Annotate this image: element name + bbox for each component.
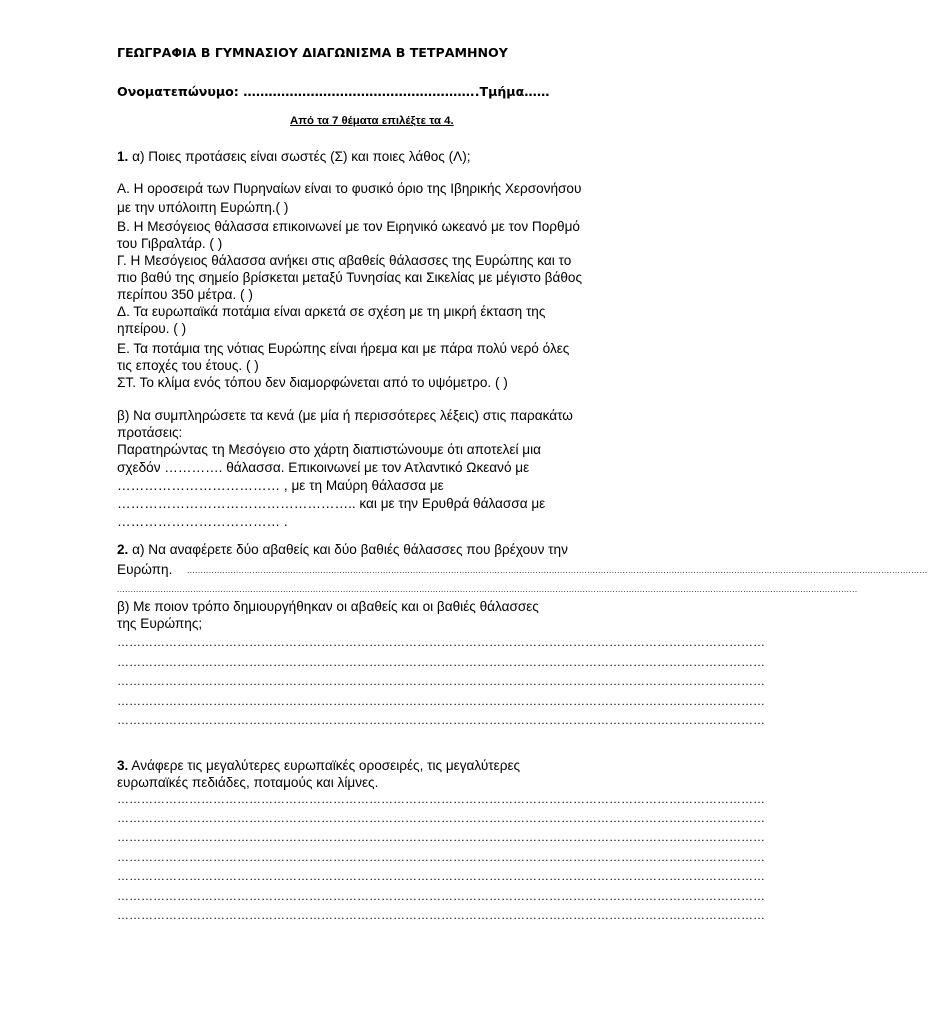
question-3-line-2: ευρωπαϊκές πεδιάδες, ποταμούς και λίμνες.	[117, 775, 379, 790]
question-1-part-b-line: σχεδόν …………. θάλασσα. Επικοινωνεί με τον Ατλαντικό Ωκεανό με	[117, 460, 530, 475]
question-2-prompt-end: Ευρώπη.	[117, 562, 173, 577]
question-1-prompt: α) Ποιες προτάσεις είναι σωστές (Σ) και ποιες λάθος (Λ);	[128, 149, 471, 164]
statement-line: με την υπόλοιπη Ευρώπη.( )	[117, 200, 289, 215]
answer-line: ………………………………………………………………………………………………………………………………………………	[117, 869, 765, 883]
question-1-part-b-line: ……………………………… , με τη Μαύρη θάλασσα με	[117, 478, 444, 493]
answer-line: ………………………………………………………………………………………………………………………………………………	[117, 655, 765, 669]
instruction-text: Από τα 7 θέματα επιλέξτε τα 4.	[290, 115, 454, 127]
answer-line: ………………………………………………………………………………………………………………………………………………	[117, 889, 765, 903]
question-2-prompt: α) Να αναφέρετε δύο αβαθείς και δύο βαθιές θάλασσες που βρέχουν την	[128, 542, 568, 557]
statement-line: του Γιβραλτάρ. ( )	[117, 236, 223, 251]
question-1-part-b-line: Παρατηρώντας τη Μεσόγειο στο χάρτη διαπιστώνουμε ότι αποτελεί μια	[117, 442, 541, 457]
statement-line: Γ. Η Μεσόγειος θάλασσα ανήκει στις αβαθείς θάλασσες της Ευρώπης και το	[117, 253, 572, 268]
question-3-prompt: Ανάφερε τις μεγαλύτερες ευρωπαϊκές οροσειρές, τις μεγαλύτερες	[128, 758, 521, 773]
question-1-number: 1.	[117, 149, 129, 164]
answer-line: ………………………………………………………………………………………………………………………………………………	[117, 635, 765, 649]
statement-line: περίπου 350 μέτρα. ( )	[117, 287, 253, 302]
question-1-part-b-line: …………………………………………….. και με την Ερυθρά θάλασσα με	[117, 496, 546, 511]
question-2-number: 2.	[117, 542, 129, 557]
question-2-part-a	[117, 541, 568, 558]
answer-line: ………………………………………………………………………………………………………………………………………………	[117, 908, 765, 922]
answer-line: ………………………………………………………………………………………………………………………………………………	[117, 674, 765, 688]
answer-line: ………………………………………………………………………………………………………………………………………………	[117, 792, 765, 806]
question-1-part-a	[117, 148, 471, 165]
answer-line: ................................................................................................................................................................................................................................................................................	[117, 585, 858, 594]
answer-line: ………………………………………………………………………………………………………………………………………………	[117, 713, 765, 727]
answer-line: ………………………………………………………………………………………………………………………………………………	[117, 830, 765, 844]
question-2-part-a-line-2	[117, 561, 172, 578]
question-1-part-b-line: ……………………………… .	[117, 514, 288, 529]
statement-line: Α. Η οροσειρά των Πυρηναίων είναι το φυσικό όριο της Ιβηρικής Χερσονήσου	[117, 181, 582, 196]
question-2-part-b-line: β) Με ποιον τρόπο δημιουργήθηκαν οι αβαθείς και οι βαθιές θάλασσες	[117, 599, 539, 614]
answer-line: ………………………………………………………………………………………………………………………………………………	[117, 694, 765, 708]
question-3-number: 3.	[117, 758, 129, 773]
statement-line: Ε. Τα ποτάμια της νότιας Ευρώπης είναι ήρεμα και με πάρα πολύ νερό όλες	[117, 341, 570, 356]
question-3	[117, 757, 520, 774]
statement-line: πιο βαθύ της σημείο βρίσκεται μεταξύ Τυνησίας και Σικελίας με μέγιστο βάθος	[117, 270, 583, 285]
answer-line: ………………………………………………………………………………………………………………………………………………	[117, 850, 765, 864]
statement-line: Δ. Τα ευρωπαϊκά ποτάμια είναι αρκετά σε σχέση με τη μικρή έκταση της	[117, 304, 546, 319]
page-title: ΓΕΩΓΡΑΦΙΑ Β ΓΥΜΝΑΣΙΟΥ ΔΙΑΓΩΝΙΣΜΑ Β ΤΕΤΡΑΜΗΝΟΥ	[117, 45, 508, 60]
statement-line: Β. Η Μεσόγειος θάλασσα επικοινωνεί με τον Ειρηνικό ωκεανό με τον Πορθμό	[117, 219, 580, 234]
question-1-part-b-line: προτάσεις:	[117, 425, 183, 440]
statement-line: τις εποχές του έτους. ( )	[117, 358, 259, 373]
name-class-line: Ονοματεπώνυμο: ………………………………………………..Τμήμα……	[117, 84, 550, 99]
statement-line: ηπείρου. ( )	[117, 321, 187, 336]
statement-line: ΣΤ. Το κλίμα ενός τόπου δεν διαμορφώνεται από το υψόμετρο. ( )	[117, 375, 508, 390]
answer-line: ................................................................................................................................................................................................................................................................................	[187, 566, 928, 575]
question-1-part-b-line: β) Να συμπληρώσετε τα κενά (με μία ή περισσότερες λέξεις) στις παρακάτω	[117, 408, 573, 423]
question-2-part-b-line: της Ευρώπης;	[117, 616, 203, 631]
answer-line: ………………………………………………………………………………………………………………………………………………	[117, 811, 765, 825]
